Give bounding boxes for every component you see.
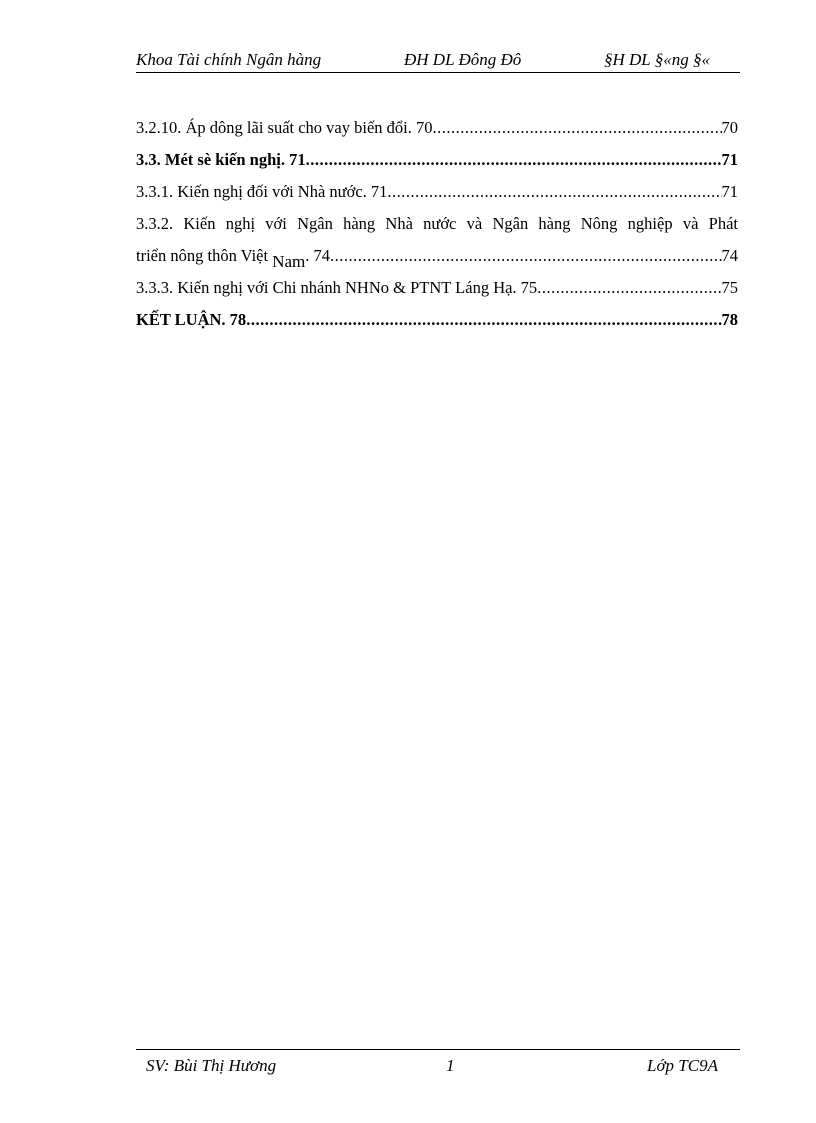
toc-entry-page: 74 (721, 246, 738, 265)
toc-entry-page: 75 (721, 278, 738, 297)
toc-entry-title-line1: 3.3.2. Kiến nghị với Ngân hàng Nhà nước và Ngân hàng Nông nghiệp và Phát (136, 214, 738, 233)
toc-leader-dots (306, 144, 722, 176)
table-of-contents (136, 112, 738, 336)
header-university-legacy: §H DL §«ng §« (604, 50, 710, 69)
footer-class: Lớp TC9A (647, 1056, 718, 1075)
header-faculty: Khoa Tài chính Ngân hàng (136, 50, 322, 69)
toc-leader-dots (246, 304, 721, 336)
header-university: ĐH DL Đông Đô (404, 50, 522, 69)
toc-entry-title: 3.3.3. Kiến nghị với Chi nhánh NHNo & PTNT Láng Hạ. 75 (136, 278, 538, 297)
toc-entry-conclusion[interactable] (136, 304, 738, 336)
toc-entry-page: 78 (721, 310, 738, 329)
toc-entry-title: 3.2.10. Áp dông lãi suất cho vay biến đổi. 70 (136, 118, 433, 137)
page-footer (136, 1049, 740, 1076)
toc-leader-dots (330, 240, 722, 272)
toc-entry-page: 71 (721, 182, 738, 201)
toc-entry-title: 3.3. Mét sè kiến nghị. 71 (136, 150, 306, 169)
toc-entry-title-line2: triển nông thôn Việt Nam. 74 (136, 246, 330, 271)
toc-leader-dots (387, 176, 721, 208)
toc-entry-subscript: Nam (272, 252, 306, 271)
toc-entry-3-3-3[interactable] (136, 272, 738, 304)
toc-entry-3-3[interactable] (136, 144, 738, 176)
toc-entry-page: 70 (721, 118, 738, 137)
toc-entry-3-3-2[interactable] (136, 208, 738, 272)
footer-student-name: SV: Bùi Thị Hương (146, 1056, 277, 1075)
toc-leader-dots (537, 272, 721, 304)
toc-entry-3-3-1[interactable] (136, 176, 738, 208)
toc-entry-3-2-10[interactable] (136, 112, 738, 144)
toc-leader-dots (433, 112, 722, 144)
toc-entry-title: KẾT LUẬN. 78 (136, 310, 247, 329)
toc-entry-page: 71 (721, 150, 738, 169)
toc-entry-title: 3.3.1. Kiến nghị đối với Nhà nước. 71 (136, 182, 388, 201)
footer-page-number: 1 (446, 1056, 455, 1075)
page-header (136, 50, 740, 73)
